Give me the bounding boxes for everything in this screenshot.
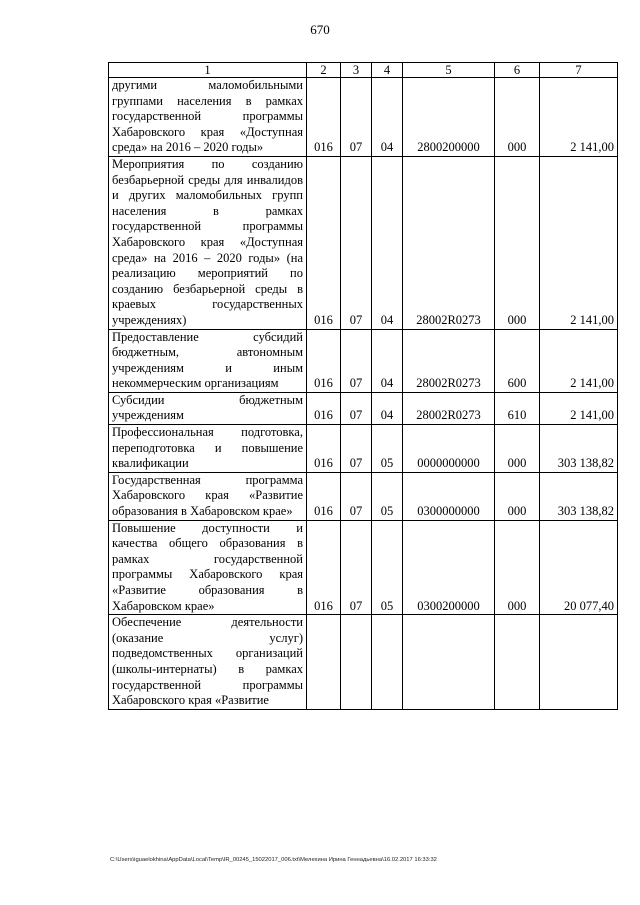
target-article-code: 28002R0273: [403, 392, 495, 424]
target-article-code: 0300200000: [403, 520, 495, 615]
ministry-code: 016: [307, 472, 341, 520]
subsection-code: 04: [372, 78, 403, 157]
expense-type-code: 000: [495, 472, 540, 520]
section-code: 07: [341, 472, 372, 520]
amount: [540, 615, 618, 710]
item-description: Субсидии бюджетным учреждениям: [109, 392, 307, 424]
expense-type-code: 000: [495, 520, 540, 615]
amount: 2 141,00: [540, 392, 618, 424]
file-path-footer: C:\Users\iguaelokhina\AppData\Local\Temp\IR_00245_15022017_006.txt\Мелехина Ирина Геннадьевна\16.02.2017 16:33:32: [110, 857, 437, 863]
table-row: [109, 520, 618, 615]
target-article-code: 28002R0273: [403, 156, 495, 329]
table-row: [109, 425, 618, 473]
ministry-code: 016: [307, 329, 341, 392]
section-code: 07: [341, 425, 372, 473]
target-article-code: 28002R0273: [403, 329, 495, 392]
expense-type-code: 610: [495, 392, 540, 424]
expense-type-code: 000: [495, 78, 540, 157]
item-description: Обеспечение деятельности (оказание услуг) подведомственных организаций (школы-интернаты) в рамках государственной программы Хабаровского края «Развитие: [109, 615, 307, 710]
amount: 303 138,82: [540, 472, 618, 520]
expense-type-code: 600: [495, 329, 540, 392]
amount: 2 141,00: [540, 329, 618, 392]
subsection-code: [372, 615, 403, 710]
amount: 20 077,40: [540, 520, 618, 615]
subsection-code: 04: [372, 156, 403, 329]
item-description: Повышение доступности и качества общего образования в рамках государственной программы Хабаровского края «Развитие образования в Хабаровском крае»: [109, 520, 307, 615]
subsection-code: 04: [372, 329, 403, 392]
table-row: [109, 392, 618, 424]
table-row: [109, 156, 618, 329]
amount: 2 141,00: [540, 156, 618, 329]
header-cell: 4: [372, 63, 403, 78]
header-cell: 1: [109, 63, 307, 78]
target-article-code: 0300000000: [403, 472, 495, 520]
ministry-code: 016: [307, 156, 341, 329]
section-code: [341, 615, 372, 710]
table-row: [109, 615, 618, 710]
ministry-code: 016: [307, 520, 341, 615]
table-row: [109, 329, 618, 392]
section-code: 07: [341, 78, 372, 157]
section-code: 07: [341, 156, 372, 329]
subsection-code: 04: [372, 392, 403, 424]
table-row: [109, 78, 618, 157]
section-code: 07: [341, 392, 372, 424]
subsection-code: 05: [372, 472, 403, 520]
section-code: 07: [341, 520, 372, 615]
expense-type-code: [495, 615, 540, 710]
amount: 303 138,82: [540, 425, 618, 473]
expense-type-code: 000: [495, 425, 540, 473]
item-description: Предоставление субсидий бюджетным, автономным учреждениям и иным некоммерческим организациям: [109, 329, 307, 392]
item-description: Государственная программа Хабаровского края «Развитие образования в Хабаровском крае»: [109, 472, 307, 520]
header-row: [109, 63, 618, 78]
target-article-code: 2800200000: [403, 78, 495, 157]
subsection-code: 05: [372, 520, 403, 615]
header-cell: 6: [495, 63, 540, 78]
subsection-code: 05: [372, 425, 403, 473]
header-cell: 3: [341, 63, 372, 78]
header-cell: 2: [307, 63, 341, 78]
target-article-code: 0000000000: [403, 425, 495, 473]
page-number: 670: [310, 22, 330, 37]
table-row: [109, 472, 618, 520]
item-description: другими маломобильными группами населения в рамках государственной программы Хабаровского края «Доступная среда» на 2016 – 2020 годы»: [109, 78, 307, 157]
section-code: 07: [341, 329, 372, 392]
amount: 2 141,00: [540, 78, 618, 157]
item-description: Профессиональная подготовка, переподготовка и повышение квалификации: [109, 425, 307, 473]
item-description: Мероприятия по созданию безбарьерной среды для инвалидов и других маломобильных групп населения в рамках государственной программы Хабаровского края «Доступная среда» на 2016 – 2020 годы» (на реализацию мероприятий по созданию безбарьерной среды в краевых государственных учреждениях): [109, 156, 307, 329]
ministry-code: [307, 615, 341, 710]
ministry-code: 016: [307, 425, 341, 473]
ministry-code: 016: [307, 78, 341, 157]
target-article-code: [403, 615, 495, 710]
header-cell: 5: [403, 63, 495, 78]
expense-type-code: 000: [495, 156, 540, 329]
budget-table: [108, 62, 618, 710]
ministry-code: 016: [307, 392, 341, 424]
header-cell: 7: [540, 63, 618, 78]
